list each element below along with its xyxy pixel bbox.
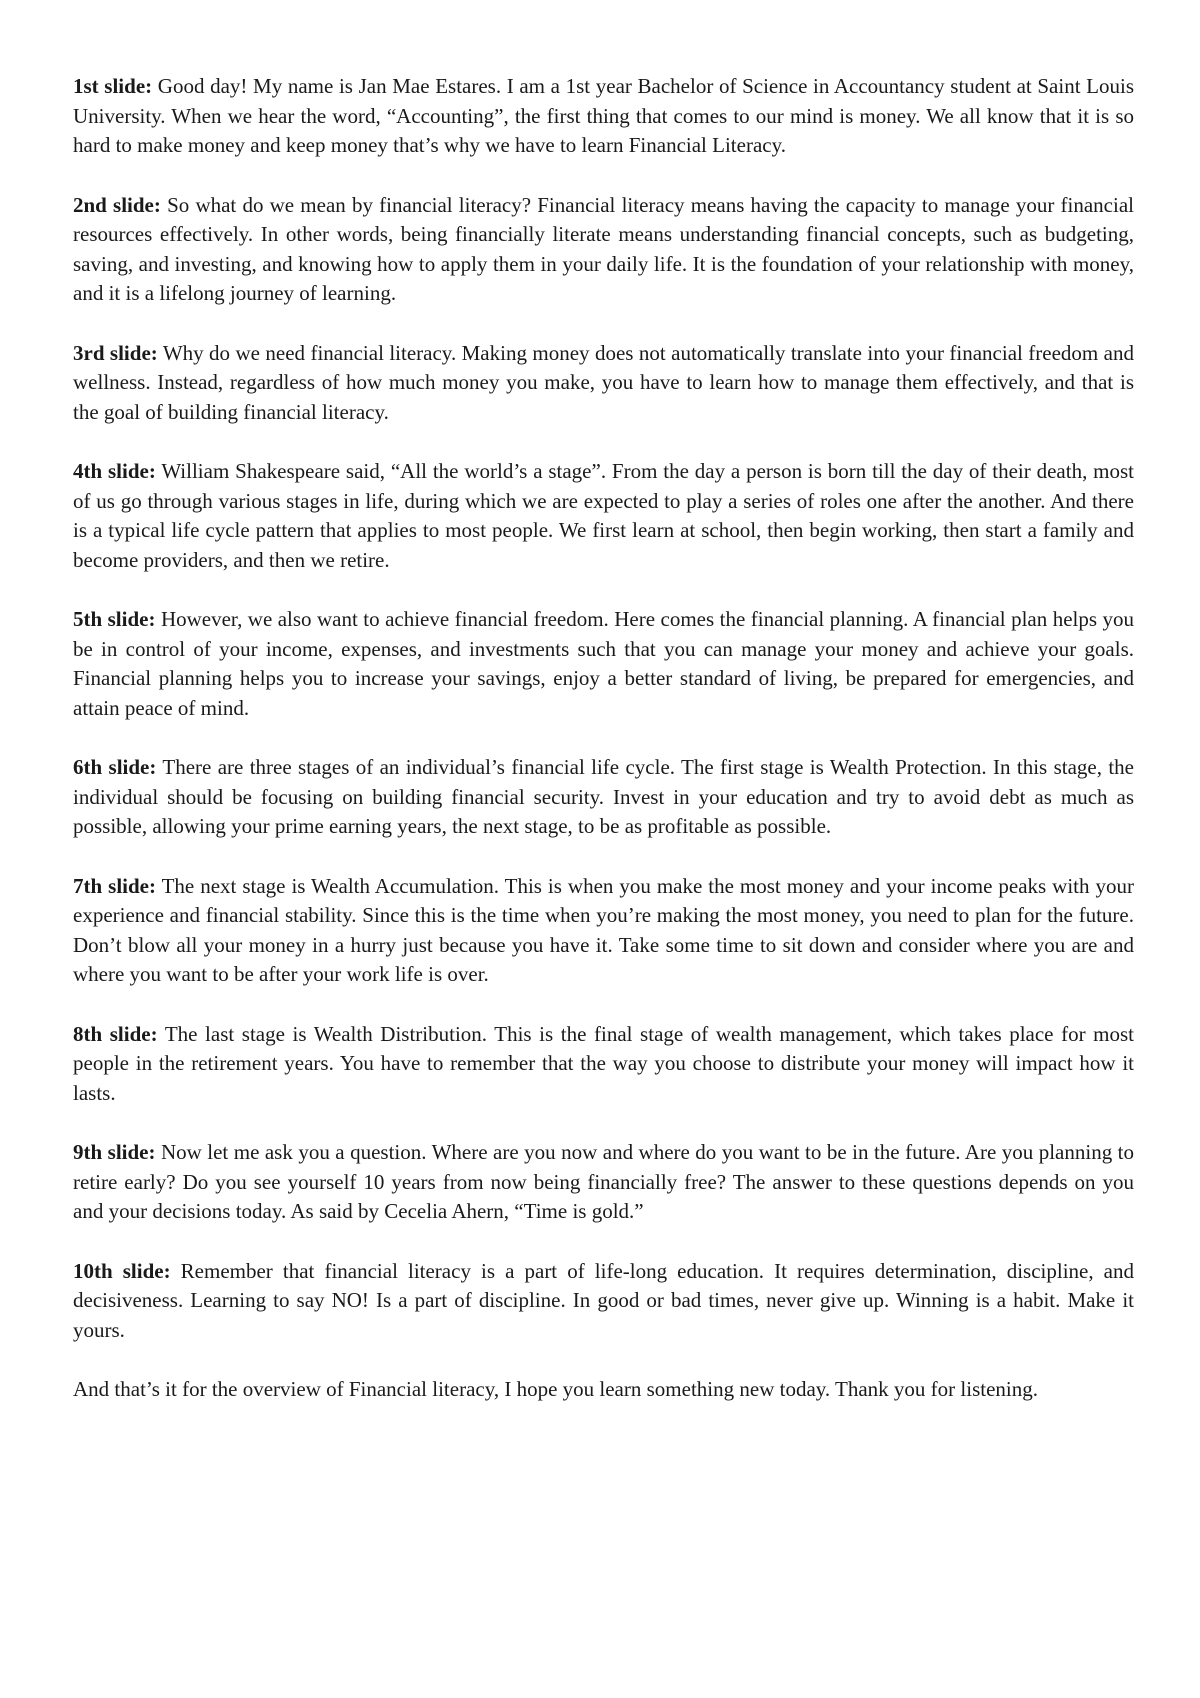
paragraph-text: There are three stages of an individual’s financial life cycle. The first stage is Wealth Protection. In this stage, the individual should be focusing on building financial security. Invest in your education and try to avoid debt as much as possible, allowing your prime earning years, the next stage, to be as profitable as possible. — [73, 755, 1134, 838]
paragraph-text: So what do we mean by financial literacy? Financial literacy means having the capacity to manage your financial resources effectively. In other words, being financially literate means understanding financial concepts, such as budgeting, saving, and investing, and knowing how to apply them in your daily life. It is the foundation of your relationship with money, and it is a lifelong journey of learning. — [73, 192, 1134, 305]
paragraph-text: Now let me ask you a question. Where are you now and where do you want to be in the future. Are you planning to retire early? Do you see yourself 10 years from now being financially free? The answer to these questions depends on you and your decisions today. As said by Cecelia Ahern, “Time is gold.” — [73, 1140, 1135, 1223]
slide-label: 8th slide: — [73, 1021, 158, 1046]
paragraph-slide-9 — [73, 1138, 1134, 1227]
slide-label: 6th slide: — [73, 755, 157, 779]
paragraph-text: William Shakespeare said, “All the world’s a stage”. From the day a person is born till the day of their death, most of us go through various stages in life, during which we are expected to play a series of roles one after the another. And there is a typical life cycle pattern that applies to most people. We first learn at school, then begin working, then start a family and become providers, and then we retire. — [73, 459, 1135, 572]
paragraph-text: However, we also want to achieve financial freedom. Here comes the financial planning. A financial plan helps you be in control of your income, expenses, and investments such that you can manage your money and achieve your goals. Financial planning helps you to increase your savings, enjoy a better standard of living, be prepared for emergencies, and attain peace of mind. — [73, 607, 1134, 720]
paragraph-text: The next stage is Wealth Accumulation. This is when you make the most money and your income peaks with your experience and financial stability. Since this is the time when you’re making the most money, you need to plan for the future. Don’t blow all your money in a hurry just because you have it. Take some time to sit down and consider where you are and where you want to be after your work life is over. — [73, 873, 1134, 986]
paragraph-slide-1 — [73, 72, 1134, 161]
paragraph-text: Remember that financial literacy is a part of life-long education. It requires determination, discipline, and decisiveness. Learning to say NO! Is a part of discipline. In good or bad times, never give up. Winning is a habit. Make it yours. — [73, 1258, 1135, 1342]
paragraph-text: The last stage is Wealth Distribution. This is the final stage of wealth management, which takes place for most people in the retirement years. You have to remember that the way you choose to distribute your money will impact how it lasts. — [73, 1021, 1134, 1105]
paragraph-slide-2 — [73, 191, 1134, 309]
document-page — [73, 72, 1134, 1405]
paragraph-slide-4 — [73, 457, 1134, 575]
slide-label: 3rd slide: — [73, 340, 158, 365]
slide-label: 7th slide: — [73, 873, 156, 898]
paragraph-slide-3 — [73, 339, 1134, 428]
paragraph-slide-8 — [73, 1020, 1134, 1109]
slide-label: 1st slide: — [73, 74, 153, 98]
paragraph-slide-7 — [73, 872, 1134, 990]
closing-paragraph: And that’s it for the overview of Financial literacy, I hope you learn something new today. Thank you for listening. — [73, 1377, 1038, 1401]
slide-label: 9th slide: — [73, 1140, 156, 1164]
paragraph-slide-6 — [73, 753, 1134, 842]
paragraph-text: Why do we need financial literacy. Making money does not automatically translate into your financial freedom and wellness. Instead, regardless of how much money you make, you have to learn how to manage them effectively, and that is the goal of building financial literacy. — [73, 340, 1134, 424]
slide-label: 10th slide: — [73, 1258, 171, 1283]
paragraph-slide-10 — [73, 1257, 1134, 1346]
paragraph-text: Good day! My name is Jan Mae Estares. I am a 1st year Bachelor of Science in Accountancy student at Saint Louis University. When we hear the word, “Accounting”, the first thing that comes to our mind is money. We all know that it is so hard to make money and keep money that’s why we have to learn Financial Literacy. — [73, 74, 1135, 157]
slide-label: 5th slide: — [73, 607, 156, 631]
slide-label: 2nd slide: — [73, 192, 161, 217]
paragraph-slide-5 — [73, 605, 1134, 723]
slide-label: 4th slide: — [73, 459, 156, 483]
